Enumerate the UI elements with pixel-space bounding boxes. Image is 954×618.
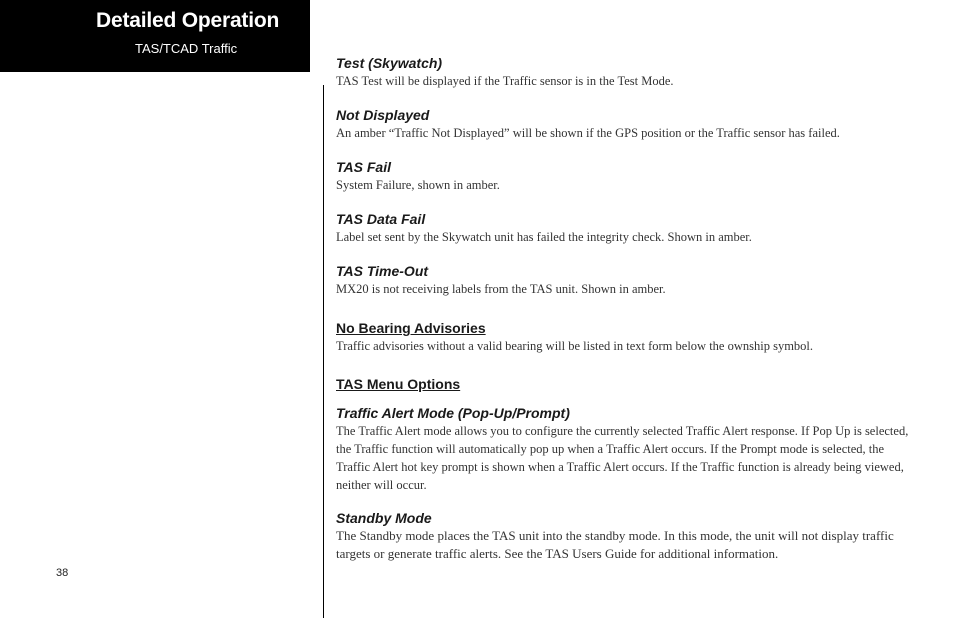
section-body: MX20 is not receiving labels from the TAS unit. Shown in amber. bbox=[336, 282, 666, 296]
chapter-header bbox=[0, 0, 310, 72]
section-body: Label set sent by the Skywatch unit has failed the integrity check. Shown in amber. bbox=[336, 230, 752, 244]
section-heading: TAS Time-Out bbox=[336, 263, 429, 279]
section-heading: Standby Mode bbox=[336, 510, 432, 526]
section-body: The Standby mode places the TAS unit into the standby mode. In this mode, the unit will not display traffic targets or generate traffic alerts. See the TAS Users Guide for additional information. bbox=[336, 528, 894, 561]
section-tas-fail bbox=[336, 158, 911, 194]
section-standby-mode bbox=[336, 509, 911, 563]
section-heading: TAS Data Fail bbox=[336, 211, 426, 227]
section-tas-menu-options bbox=[336, 375, 911, 393]
section-tas-time-out bbox=[336, 262, 911, 298]
column-divider bbox=[323, 85, 324, 618]
page-number: 38 bbox=[56, 567, 69, 579]
section-heading: No Bearing Advisories bbox=[336, 320, 486, 336]
section-heading: Not Displayed bbox=[336, 107, 430, 123]
section-no-bearing-advisories bbox=[336, 319, 911, 355]
section-tas-data-fail bbox=[336, 210, 911, 246]
section-body: Traffic advisories without a valid bearing will be listed in text form below the ownship symbol. bbox=[336, 339, 814, 353]
section-body: The Traffic Alert mode allows you to configure the currently selected Traffic Alert response. If Pop Up is selected, the Traffic function will automatically pop up when a Traffic Alert occurs. If the Prompt mode is selected, the Traffic Alert hot key prompt is shown when a Traffic Alert occurs. If the Traffic function is already being viewed, neither will occur. bbox=[336, 424, 909, 492]
section-body: An amber “Traffic Not Displayed” will be shown if the GPS position or the Traffic sensor has failed. bbox=[336, 126, 840, 140]
section-body: System Failure, shown in amber. bbox=[336, 178, 500, 192]
section-not-displayed bbox=[336, 106, 911, 142]
section-test-skywatch bbox=[336, 54, 911, 90]
section-heading: Test (Skywatch) bbox=[336, 55, 443, 71]
section-heading: TAS Menu Options bbox=[336, 376, 461, 392]
section-body: TAS Test will be displayed if the Traffic sensor is in the Test Mode. bbox=[336, 74, 674, 88]
section-heading: TAS Fail bbox=[336, 159, 391, 175]
section-traffic-alert-mode bbox=[336, 404, 911, 494]
chapter-title: Detailed Operation bbox=[96, 9, 280, 32]
chapter-subtitle: TAS/TCAD Traffic bbox=[135, 41, 238, 56]
section-heading: Traffic Alert Mode (Pop-Up/Prompt) bbox=[336, 405, 570, 421]
